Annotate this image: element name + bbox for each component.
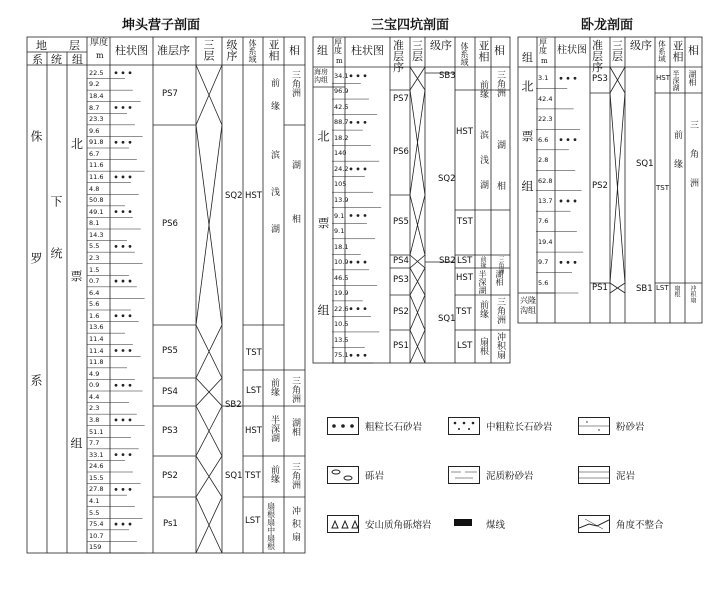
sb-hst-lower: HST <box>456 273 473 283</box>
kt-title: 坤头营子剖面 <box>122 18 201 33</box>
siltstone-label: 粉砂岩 <box>616 422 645 433</box>
kt-thickness-value: 33.1 <box>89 450 104 459</box>
kt-sand-grain <box>122 245 124 247</box>
kt-header-zu: 组 <box>72 53 83 66</box>
sb-sand-grain <box>350 168 352 170</box>
sb-header-column: 柱状图 <box>351 44 384 57</box>
wl-ps1: PS1 <box>592 283 608 293</box>
sb-tst-lower: TST <box>456 307 472 317</box>
kt-sand-grain <box>115 107 117 109</box>
wl-sand-grain <box>567 261 569 263</box>
kt-sand-grain <box>115 488 117 490</box>
sb-sand-grain <box>350 261 352 263</box>
sb-sand-grain <box>357 215 359 217</box>
kt-thickness-value: 51.1 <box>89 427 104 436</box>
kt-sand-grain <box>115 315 117 317</box>
unconformity-label: 角度不整合 <box>616 520 664 531</box>
kt-ps5: PS5 <box>162 346 178 356</box>
wl-header-system: 体系域 <box>657 40 667 63</box>
kt-sand-grain <box>115 245 117 247</box>
wl-thickness-value: 7.6 <box>538 217 549 226</box>
kt-ps4: PS4 <box>162 387 178 397</box>
kt-thickness-value: 9.6 <box>89 126 100 135</box>
kt-header-subfacies: 亚相 <box>267 39 280 61</box>
wl-sub-semideep: 半深湖 <box>672 70 680 91</box>
kt-ps7: PS7 <box>162 89 178 99</box>
kt-sand-grain <box>115 280 117 282</box>
sb-ps6: PS6 <box>393 147 409 157</box>
kt-sand-grain <box>129 141 131 143</box>
coal-line-swatch <box>448 515 478 531</box>
wl-sand-grain <box>567 77 569 79</box>
kt-thickness-value: 23.3 <box>89 115 104 124</box>
kt-sand-grain <box>115 176 117 178</box>
medium-sandstone-label: 中粗粒长石砂岩 <box>486 422 553 433</box>
kt-thickness-value: 11.6 <box>89 161 104 170</box>
sb-thickness-value: 9.1 <box>334 227 345 236</box>
kt-thickness-value: 50.8 <box>89 196 104 205</box>
sb-thickness-value: 34.1 <box>334 71 349 80</box>
kt-thickness-value: 7.7 <box>89 439 100 448</box>
kt-sub-front-1: 前缘 <box>269 78 279 124</box>
sb-header-subfacies: 亚相 <box>477 40 490 62</box>
wl-fac-lake: 湖相 <box>688 70 697 86</box>
kt-ps2: PS2 <box>162 471 178 481</box>
sb-ps3: PS3 <box>393 275 409 285</box>
sb-sand-grain <box>364 75 366 77</box>
kt-sub-shallow-lake: 滨浅湖 <box>269 150 279 261</box>
kt-fac-fan: 冲积扇 <box>290 506 300 545</box>
wl-sub-fan: 扇根 <box>673 285 680 297</box>
kt-fac-lake-2: 湖相 <box>290 418 300 436</box>
sb-sand-grain <box>364 261 366 263</box>
sb-sand-grain <box>357 168 359 170</box>
mudstone-pattern <box>579 467 609 483</box>
sb-sand-grain <box>350 75 352 77</box>
kt-sand-grain <box>129 454 131 456</box>
kt-sand-grain <box>115 454 117 456</box>
sb-sand-grain <box>357 308 359 310</box>
wl-sand-grain <box>567 200 569 202</box>
sb-hst-upper: HST <box>456 127 473 137</box>
sb-tst-upper: TST <box>457 217 473 227</box>
kt-sub-fan: 扇根扇中扇根 <box>266 502 276 550</box>
wl-thickness-value: 6.6 <box>538 135 549 144</box>
sb-thickness-value: 13.5 <box>334 335 349 344</box>
kt-hst-lower: HST <box>245 426 262 436</box>
sb-sand-grain <box>364 121 366 123</box>
wl-thickness-value: 62.8 <box>538 176 553 185</box>
kt-thickness-value: 4.8 <box>89 184 100 193</box>
wl-formation-label: 北票组 <box>520 80 534 230</box>
sb-ps4: PS4 <box>393 256 409 266</box>
sb-sub-front-3: 前缘 <box>478 300 488 318</box>
muddy-siltstone-label: 泥质粉砂岩 <box>486 471 534 482</box>
wl-sand-grain <box>560 139 562 141</box>
kt-thickness-value: 5.5 <box>89 242 100 251</box>
kt-thickness-value: 27.8 <box>89 485 104 494</box>
mudstone-label: 泥岩 <box>616 471 636 482</box>
kt-series-label: 下统 <box>49 195 63 299</box>
kt-lst-lower: LST <box>245 516 261 526</box>
wl-header-subfacies: 亚相 <box>671 40 684 62</box>
kt-header-unit: m <box>96 51 104 60</box>
sb-thickness-value: 105 <box>334 180 347 189</box>
kt-sand-grain <box>115 419 117 421</box>
kt-sand-grain <box>129 419 131 421</box>
sb-thickness-value: 18.1 <box>334 242 349 251</box>
sb-header-thickness: 厚度 <box>334 38 342 55</box>
kt-thickness-value: 8.1 <box>89 219 100 228</box>
kt-sand-grain <box>122 454 124 456</box>
kt-thickness-value: 24.6 <box>89 462 104 471</box>
kt-header-facies: 相 <box>289 44 300 57</box>
sb-thickness-value: 13.9 <box>334 195 349 204</box>
sb-sq1: SQ1 <box>438 314 456 324</box>
kt-thickness-value: 2.3 <box>89 404 100 413</box>
sb-sand-grain <box>357 75 359 77</box>
kt-sand-grain <box>115 141 117 143</box>
kt-sand-grain <box>129 523 131 525</box>
kt-sand-grain <box>122 350 124 352</box>
sb-title: 三宝四坑剖面 <box>371 18 450 33</box>
sb-thickness-value: 18.2 <box>334 133 349 142</box>
sb-fac-delta-3: 三角洲 <box>495 297 505 324</box>
kt-thickness-value: 18.4 <box>89 91 104 100</box>
sb-sub-fan: 扇根 <box>478 337 488 355</box>
kt-tst-lower: TST <box>245 471 261 481</box>
wl-thickness-value: 3.1 <box>538 74 549 83</box>
kt-sand-grain <box>122 176 124 178</box>
kt-header-strat: 地 层 <box>36 39 80 52</box>
kt-sand-grain <box>129 176 131 178</box>
kt-thickness-value: 1.5 <box>89 265 100 274</box>
kt-sand-grain <box>129 107 131 109</box>
sb-header-facies: 相 <box>494 44 505 57</box>
siltstone-pattern <box>579 418 609 434</box>
coarse-sandstone-pattern <box>328 418 358 434</box>
kt-thickness-value: 75.4 <box>89 520 104 529</box>
unconformity-pattern <box>579 516 609 532</box>
mudstone-swatch <box>578 466 610 484</box>
kt-formation-label: 票组 <box>69 270 83 604</box>
sb-top-unit: 海房沟组 <box>314 68 328 84</box>
sb-sub-front-2: 前缘 <box>479 256 486 268</box>
kt-thickness-value: 6.7 <box>89 149 100 158</box>
wl-sand-grain <box>560 77 562 79</box>
kt-thickness-value: 159 <box>89 543 102 552</box>
sb-header-third: 三层 <box>412 39 423 63</box>
kt-thickness-value: 9.2 <box>89 80 100 89</box>
wl-sand-grain <box>560 261 562 263</box>
kt-sand-grain <box>129 72 131 74</box>
kt-header-column: 柱状图 <box>115 44 148 57</box>
kt-thickness-value: 8.7 <box>89 103 100 112</box>
wl-header-facies: 相 <box>688 44 699 57</box>
kt-thickness-value: 4.4 <box>89 392 100 401</box>
kt-sand-grain <box>115 72 117 74</box>
sb-sb2: SB2 <box>439 256 456 266</box>
kt-sb2: SB2 <box>225 400 242 410</box>
kt-thickness-value: 6.4 <box>89 288 100 297</box>
kt-sub-semideep: 半深湖 <box>269 415 279 442</box>
wl-thickness-value: 13.7 <box>538 196 553 205</box>
kt-thickness-value: 49.1 <box>89 207 104 216</box>
sb-sand-grain <box>357 261 359 263</box>
sb-sand-grain <box>350 121 352 123</box>
sb-sand-grain <box>364 354 366 356</box>
sb-header-order: 级序 <box>430 39 452 52</box>
kt-thickness-value: 0.9 <box>89 381 100 390</box>
kt-thickness-value: 22.5 <box>89 68 104 77</box>
sb-sub-shallow-lake: 滨浅湖 <box>478 130 488 205</box>
conglomerate-label: 砾岩 <box>365 471 385 482</box>
sb-ps5: PS5 <box>393 217 409 227</box>
sb-sand-grain <box>364 215 366 217</box>
kt-header-quasi: 准层序 <box>157 44 190 57</box>
wl-thickness-value: 5.6 <box>538 278 549 287</box>
sb-header-system: 体系域 <box>460 42 469 66</box>
kt-sand-grain <box>129 211 131 213</box>
kt-sand-grain <box>129 488 131 490</box>
wl-sand-grain <box>574 200 576 202</box>
kt-header-tong: 统 <box>51 53 62 66</box>
kt-thickness-value: 15.5 <box>89 473 104 482</box>
kt-ps6: PS6 <box>162 219 178 229</box>
kt-sand-grain <box>115 523 117 525</box>
sb-sand-grain <box>350 308 352 310</box>
kt-sand-grain <box>129 245 131 247</box>
kt-thickness-value: 91.8 <box>89 138 104 147</box>
sb-fac-delta-2: 三角洲 <box>497 256 504 274</box>
sb-sand-grain <box>350 215 352 217</box>
andesite-breccia-label: 安山质角砾熔岩 <box>365 520 432 531</box>
sb-thickness-value: 140 <box>334 149 347 158</box>
wl-sub-front: 前缘 <box>672 130 682 188</box>
sb-sb3: SB3 <box>439 71 456 81</box>
sb-thickness-value: 75.1 <box>334 351 349 360</box>
wl-sand-grain <box>574 77 576 79</box>
kt-sand-grain <box>122 280 124 282</box>
wl-thickness-value: 19.4 <box>538 237 553 246</box>
kt-thickness-value: 10.7 <box>89 531 104 540</box>
sb-lst-lower: LST <box>457 341 473 351</box>
sb-formation-label: 北票组 <box>316 130 330 391</box>
wl-bottom-unit: 兴隆沟组 <box>520 296 536 315</box>
sb-sub-front-1: 前缘 <box>478 80 488 98</box>
wl-thickness-value: 42.4 <box>538 94 553 103</box>
kt-thickness-value: 13.6 <box>89 323 104 332</box>
wl-title: 卧龙剖面 <box>581 18 634 33</box>
sb-thickness-value: 10.9 <box>334 258 349 267</box>
sb-fac-lake-2: 湖相 <box>495 270 504 286</box>
kt-header-system: 体系域 <box>248 39 257 63</box>
kt-sand-grain <box>129 315 131 317</box>
kt-system-label: 侏罗系 <box>29 130 43 496</box>
conglomerate-swatch <box>327 466 359 484</box>
sb-header-unit: m <box>336 57 343 65</box>
kt-hst-upper: HST <box>245 191 262 201</box>
wl-sb1: SB1 <box>636 284 653 294</box>
sb-thickness-value: 9.1 <box>334 211 345 220</box>
andesite-breccia-swatch <box>327 515 359 533</box>
sb-sand-grain <box>364 168 366 170</box>
sb-lst-upper: LST <box>457 256 473 266</box>
coal-line-mark <box>454 519 472 526</box>
sb-thickness-value: 96.9 <box>334 87 349 96</box>
sb-header-zu: 组 <box>317 44 328 57</box>
wl-fac-delta: 三角洲 <box>688 120 698 207</box>
wl-header-third: 三层 <box>612 39 623 63</box>
kt-thickness-value: 4.9 <box>89 369 100 378</box>
wl-sand-grain <box>574 139 576 141</box>
kt-sand-grain <box>122 141 124 143</box>
siltstone-swatch <box>578 417 610 435</box>
wl-header-thickness: 厚度 <box>539 38 547 55</box>
sb-sand-grain <box>357 121 359 123</box>
kt-thickness-value: 4.1 <box>89 496 100 505</box>
kt-header-thickness: 厚度 <box>90 38 109 48</box>
kt-sand-grain <box>122 488 124 490</box>
kt-thickness-value: 5.5 <box>89 508 100 517</box>
sb-sand-grain <box>364 308 366 310</box>
coal-line-label: 煤线 <box>486 520 506 531</box>
wl-sq1: SQ1 <box>636 159 654 169</box>
kt-thickness-value: 11.4 <box>89 334 104 343</box>
kt-thickness-value: 11.4 <box>89 346 104 355</box>
kt-header-third: 三层 <box>202 39 215 61</box>
sb-fac-fan: 冲积扇 <box>495 332 505 359</box>
kt-tst-upper: TST <box>246 348 262 358</box>
wl-thickness-value: 22.3 <box>538 115 553 124</box>
kt-sand-grain <box>115 350 117 352</box>
wl-fac-fan: 冲积扇 <box>689 285 696 303</box>
kt-sand-grain <box>122 419 124 421</box>
kt-formation-label-top: 北 <box>71 137 84 151</box>
medium-sandstone-pattern <box>449 418 479 434</box>
kt-thickness-value: 14.3 <box>89 230 104 239</box>
kt-sand-grain <box>122 107 124 109</box>
sb-sq2: SQ2 <box>438 174 456 184</box>
wl-header-quasi: 准层序 <box>592 39 603 74</box>
kt-sand-grain <box>122 211 124 213</box>
kt-sub-front-3: 前缘 <box>269 465 279 483</box>
kt-sand-grain <box>129 280 131 282</box>
kt-sand-grain <box>115 211 117 213</box>
andesite-breccia-pattern <box>328 516 358 532</box>
sb-ps1: PS1 <box>393 341 409 351</box>
kt-thickness-value: 0.7 <box>89 277 100 286</box>
kt-sand-grain <box>129 350 131 352</box>
kt-fac-delta-3: 三角洲 <box>290 462 300 489</box>
kt-fac-delta-1: 三角洲 <box>290 70 300 97</box>
kt-thickness-value: 3.8 <box>89 415 100 424</box>
sb-fac-lake-1: 湖相 <box>495 140 505 222</box>
kt-thickness-value: 11.8 <box>89 358 104 367</box>
kt-sand-grain <box>115 384 117 386</box>
wl-ps3: PS3 <box>592 74 608 84</box>
kt-thickness-value: 2.3 <box>89 253 100 262</box>
kt-thickness-value: 5.6 <box>89 300 100 309</box>
wl-sand-grain <box>567 139 569 141</box>
wl-header-zu: 组 <box>522 51 533 64</box>
kt-fac-delta-2: 三角洲 <box>290 376 300 403</box>
kt-thickness-value: 11.6 <box>89 172 104 181</box>
sb-thickness-value: 10.5 <box>334 320 349 329</box>
sb-sub-semideep: 半深湖 <box>478 270 487 294</box>
sb-thickness-value: 19.9 <box>334 289 349 298</box>
wl-hst: HST <box>656 74 670 82</box>
sb-ps2: PS2 <box>393 307 409 317</box>
kt-sand-grain <box>122 523 124 525</box>
wl-thickness-value: 2.8 <box>538 156 549 165</box>
sb-header-quasi: 准层序 <box>393 39 404 74</box>
medium-sandstone-swatch <box>448 417 480 435</box>
wl-header-column: 柱状图 <box>557 45 587 56</box>
sb-thickness-value: 22.6 <box>334 304 349 313</box>
wl-sand-grain <box>560 200 562 202</box>
coarse-sandstone-label: 粗粒长石砂岩 <box>365 422 423 433</box>
muddy-siltstone-pattern <box>449 467 479 483</box>
sb-ps7: PS7 <box>393 94 409 104</box>
kt-sq1: SQ1 <box>225 471 243 481</box>
kt-sub-front-2: 前缘 <box>269 378 279 396</box>
kt-header-xi: 系 <box>32 53 43 66</box>
wl-tst: TST <box>656 184 669 192</box>
kt-ps3: PS3 <box>162 426 178 436</box>
wl-sand-grain <box>574 261 576 263</box>
kt-fac-lake-1: 湖相 <box>290 160 300 268</box>
muddy-siltstone-swatch <box>448 466 480 484</box>
kt-sand-grain <box>122 315 124 317</box>
unconformity-swatch <box>578 515 610 533</box>
kt-thickness-value: 1.6 <box>89 311 100 320</box>
kt-ps1: Ps1 <box>163 519 178 529</box>
sb-thickness-value: 88.7 <box>334 118 349 127</box>
kt-sq2: SQ2 <box>225 191 243 201</box>
wl-thickness-value: 9.7 <box>538 258 549 267</box>
kt-lst-upper: LST <box>246 386 262 396</box>
wl-header-order: 级序 <box>630 39 652 52</box>
conglomerate-pattern <box>328 467 358 483</box>
kt-sand-grain <box>122 72 124 74</box>
kt-sand-grain <box>129 384 131 386</box>
wl-lst: LST <box>656 284 669 292</box>
kt-sand-grain <box>122 384 124 386</box>
sb-thickness-value: 42.5 <box>334 102 349 111</box>
sb-thickness-value: 46.5 <box>334 273 349 282</box>
kt-header-order: 级序 <box>225 39 238 61</box>
sb-thickness-value: 24.2 <box>334 164 349 173</box>
sb-sand-grain <box>350 354 352 356</box>
wl-header-unit: m <box>541 57 548 65</box>
wl-ps2: PS2 <box>592 181 608 191</box>
sb-sand-grain <box>357 354 359 356</box>
sb-fac-delta-1: 三角洲 <box>495 70 505 97</box>
coarse-sandstone-swatch <box>327 417 359 435</box>
